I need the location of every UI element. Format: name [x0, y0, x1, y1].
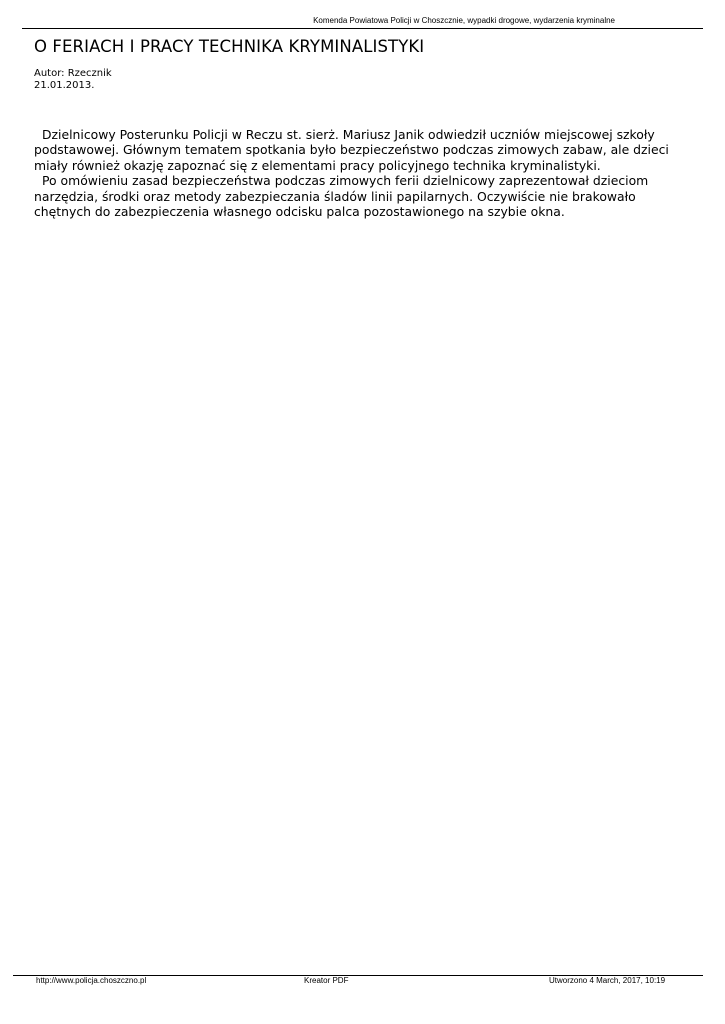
footer-kreator-label: Kreator PDF — [304, 976, 349, 985]
article-paragraph: Dzielnicowy Posterunku Policji w Reczu st. sierż. Mariusz Janik odwiedził uczniów miejscowej szkoły podstawowej. Głównym tematem spotkania było bezpieczeństwo podczas zimowych zabaw, ale dzieci miały również okazję zapoznać się z elementami pracy policyjnego technika kryminalistyki. — [34, 127, 669, 173]
page-header-text: Komenda Powiatowa Policji w Choszcznie, wypadki drogowe, wydarzenia kryminalne — [313, 16, 615, 25]
footer-created-timestamp: Utworzono 4 March, 2017, 10:19 — [549, 976, 666, 985]
article-paragraph: Po omówieniu zasad bezpieczeństwa podczas zimowych ferii dzielnicowy zaprezentował dzieciom narzędzia, środki oraz metody zabezpieczania śladów linii papilarnych. Oczywiście nie brakowało chętnych do zabezpieczenia własnego odcisku palca pozostawionego na szybie okna. — [34, 173, 649, 220]
article-body — [34, 127, 694, 219]
article-meta — [34, 68, 112, 92]
article-title: O FERIACH I PRACY TECHNIKA KRYMINALISTYKI — [34, 37, 425, 56]
article-date: 21.01.2013. — [34, 80, 95, 91]
footer-url-link[interactable]: http://www.policja.choszczno.pl — [36, 976, 147, 985]
header-divider — [22, 28, 703, 29]
author-line: Autor: Rzecznik — [34, 68, 112, 79]
